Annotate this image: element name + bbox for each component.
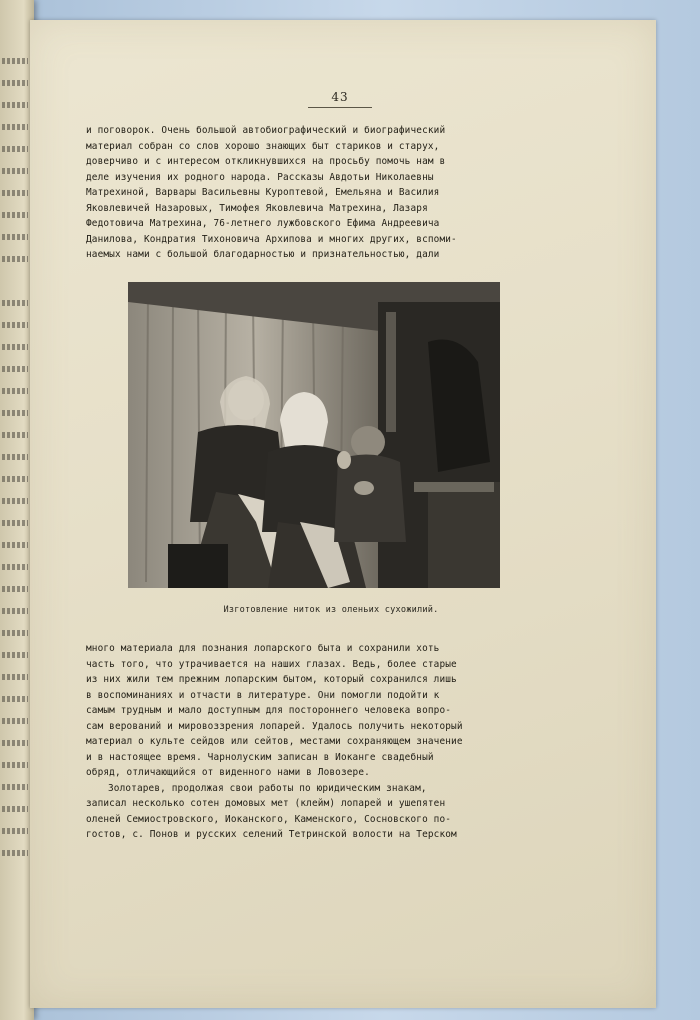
text-line: из них жили тем прежним лопарским бытом, который сохранился лишь: [86, 674, 457, 685]
facing-page-edge: [0, 0, 34, 1020]
facing-page-text-fragment: [2, 784, 28, 790]
paragraph-top: [86, 123, 576, 263]
text-line: самым трудным и мало доступным для постороннего человека вопро-: [86, 705, 452, 716]
text-line: деле изучения их родного народа. Рассказы Авдотьи Николаевны: [86, 171, 434, 183]
facing-page-text-fragment: [2, 322, 28, 328]
facing-page-text-fragment: [2, 190, 28, 196]
facing-page-text-fragment: [2, 454, 28, 460]
figure-caption: Изготовление ниток из оленьих сухожилий.: [223, 605, 439, 615]
facing-page-text-fragment: [2, 762, 28, 768]
facing-page-text-fragment: [2, 212, 28, 218]
text-line: Золотарев, продолжая свои работы по юридическим знакам,: [108, 782, 427, 794]
facing-page-text-fragment: [2, 630, 28, 636]
page-number-rule: [308, 107, 372, 108]
text-line: и поговорок. Очень большой автобиографический и биографический: [86, 125, 446, 136]
text-line: часть того, что утрачивается на наших глазах. Ведь, более старые: [86, 658, 457, 670]
facing-page-text-fragment: [2, 410, 28, 416]
facing-page-text-fragment: [2, 234, 28, 240]
facing-page-text-fragment: [2, 476, 28, 482]
text-line: много материала для познания лопарского быта и сохранили хоть: [86, 643, 440, 654]
text-line: материал собран со слов хорошо знающих быт стариков и старух,: [86, 140, 440, 152]
facing-page-text-fragment: [2, 80, 28, 86]
text-line: гостов, с. Понов и русских селений Тетринской волости на Терском: [86, 829, 457, 840]
facing-page-text-fragment: [2, 256, 28, 262]
text-line: и в настоящее время. Чарнолуским записан в Иоканге свадебный: [86, 751, 434, 763]
text-line: обряд, отличающийся от виденного нами в Ловозере.: [86, 767, 370, 778]
text-line: наемых нами с большой благодарностью и признательностью, дали: [86, 249, 440, 260]
text-line: записал несколько сотен домовых мет (клейм) лопарей и ушепятен: [86, 798, 446, 809]
facing-page-text-fragment: [2, 168, 28, 174]
facing-page-text-fragment: [2, 58, 28, 64]
text-line: оленей Семиостровского, Иоканского, Каменского, Сосновского по-: [86, 813, 452, 825]
facing-page-text-fragment: [2, 300, 28, 306]
text-line: доверчиво и с интересом откликнувшихся на просьбу помочь нам в: [86, 156, 446, 167]
facing-page-text-fragment: [2, 542, 28, 548]
facing-page-text-fragment: [2, 520, 28, 526]
text-line: Данилова, Кондратия Тихоновича Архипова и многих других, вспоми-: [86, 233, 457, 245]
photograph-women-making-thread: [128, 282, 500, 588]
text-line: сам верований и мировоззрения лопарей. Удалось получить некоторый: [86, 720, 463, 732]
facing-page-text-fragment: [2, 344, 28, 350]
facing-page-text-fragment: [2, 366, 28, 372]
facing-page-text-fragment: [2, 718, 28, 724]
facing-page-text-fragment: [2, 564, 28, 570]
facing-page-text-fragment: [2, 608, 28, 614]
facing-page-text-fragment: [2, 146, 28, 152]
facing-page-text-fragment: [2, 740, 28, 746]
facing-page-text-fragment: [2, 652, 28, 658]
text-line: Федотовича Матрехина, 76-летнего лужбовского Ефима Андреевича: [86, 218, 440, 229]
facing-page-text-fragment: [2, 696, 28, 702]
facing-page-text-fragment: [2, 828, 28, 834]
facing-page-text-fragment: [2, 432, 28, 438]
facing-page-text-fragment: [2, 806, 28, 812]
text-line: Матрехиной, Варвары Васильевны Куроптевой, Емельяна и Василия: [86, 187, 440, 198]
facing-page-text-fragment: [2, 586, 28, 592]
facing-page-text-fragment: [2, 674, 28, 680]
facing-page-text-fragment: [2, 124, 28, 130]
text-line: в воспоминаниях и отчасти в литературе. Они помогли подойти к: [86, 689, 440, 701]
facing-page-text-fragment: [2, 850, 28, 856]
page-number: 43: [331, 90, 349, 104]
text-line: материал о культе сейдов или сейтов, местами сохраняющем значение: [86, 736, 463, 747]
facing-page-text-fragment: [2, 102, 28, 108]
book-page: [30, 20, 656, 1008]
text-line: Яковлевичей Назаровых, Тимофея Яковлевича Матрехина, Лазаря: [86, 202, 428, 214]
paragraph-bottom: [86, 641, 576, 843]
facing-page-text-fragment: [2, 388, 28, 394]
facing-page-text-fragment: [2, 498, 28, 504]
